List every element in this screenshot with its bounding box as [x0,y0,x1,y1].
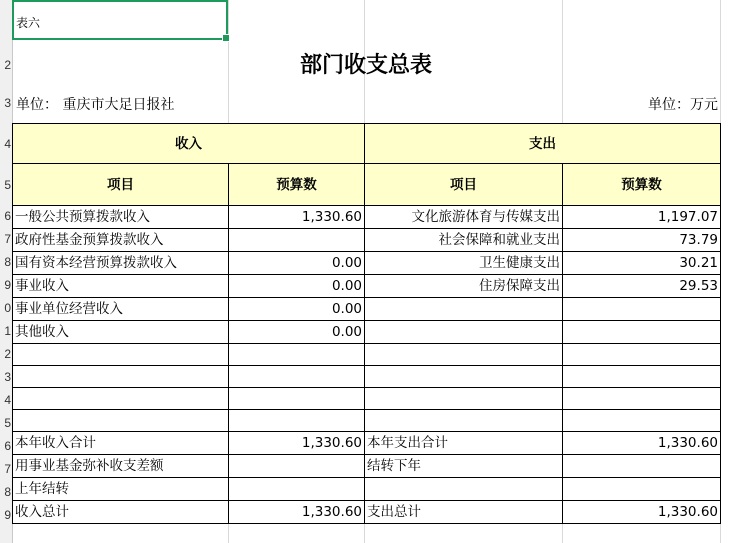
row-number[interactable]: 3 [4,370,11,384]
table-row [13,388,721,410]
expense-item-cell[interactable]: 卫生健康支出 [365,252,563,275]
income-item-cell[interactable]: 上年结转 [13,478,229,501]
table-row [13,206,721,229]
expense-amount-cell[interactable]: 1,330.60 [563,501,721,524]
expense-item-cell[interactable] [365,366,563,388]
income-amount-cell[interactable] [229,388,365,410]
table-row [13,432,721,455]
income-item-cell[interactable]: 其他收入 [13,321,229,344]
expense-item-header[interactable]: 项目 [365,164,563,206]
income-item-cell[interactable] [13,388,229,410]
row-number[interactable]: 8 [4,485,11,499]
income-item-cell[interactable]: 用事业基金弥补收支差额 [13,455,229,478]
table-row [13,410,721,432]
income-amount-cell[interactable] [229,478,365,501]
row-number[interactable]: 7 [4,232,11,246]
unit-label-currency: 单位：万元 [648,97,718,113]
expense-item-cell[interactable]: 本年支出合计 [365,432,563,455]
expense-amount-cell[interactable]: 73.79 [563,229,721,252]
expense-item-cell[interactable]: 住房保障支出 [365,275,563,298]
table-row [13,229,721,252]
report-title: 部门收支总表 [299,52,432,78]
row-number[interactable]: 9 [4,508,11,522]
expense-budget-header[interactable]: 预算数 [563,164,721,206]
row-number[interactable]: 7 [4,462,11,476]
row-number[interactable]: 3 [4,96,11,110]
income-item-cell[interactable]: 一般公共预算拨款收入 [13,206,229,229]
expense-item-cell[interactable]: 社会保障和就业支出 [365,229,563,252]
budget-summary-table [12,123,721,524]
fill-handle[interactable] [222,34,230,42]
expense-item-cell[interactable] [365,478,563,501]
expense-amount-cell[interactable] [563,478,721,501]
income-item-cell[interactable] [13,410,229,432]
income-amount-cell[interactable]: 0.00 [229,321,365,344]
row-number[interactable]: 8 [4,255,11,269]
expense-item-cell[interactable] [365,344,563,366]
income-header[interactable]: 收入 [13,124,365,164]
row-number[interactable]: 6 [4,439,11,453]
income-item-cell[interactable]: 事业单位经营收入 [13,298,229,321]
selected-cell-a1[interactable] [12,0,228,40]
row-number[interactable]: 1 [4,324,11,338]
expense-item-cell[interactable] [365,298,563,321]
income-amount-cell[interactable]: 1,330.60 [229,206,365,229]
income-amount-cell[interactable] [229,455,365,478]
expense-item-cell[interactable]: 文化旅游体育与传媒支出 [365,206,563,229]
expense-header[interactable]: 支出 [365,124,721,164]
unit-label-org: 单位： 重庆市大足日报社 [16,97,175,113]
table-row [13,344,721,366]
table-row [13,275,721,298]
expense-amount-cell[interactable] [563,455,721,478]
expense-amount-cell[interactable]: 29.53 [563,275,721,298]
expense-amount-cell[interactable] [563,366,721,388]
table-row [13,455,721,478]
expense-amount-cell[interactable]: 1,330.60 [563,432,721,455]
income-item-header[interactable]: 项目 [13,164,229,206]
table-row [13,366,721,388]
income-budget-header[interactable]: 预算数 [229,164,365,206]
income-amount-cell[interactable]: 1,330.60 [229,501,365,524]
expense-item-cell[interactable]: 支出总计 [365,501,563,524]
income-amount-cell[interactable] [229,410,365,432]
row-number[interactable]: 5 [4,416,11,430]
expense-item-cell[interactable]: 结转下年 [365,455,563,478]
row-number[interactable]: 0 [4,301,11,315]
row-number[interactable]: 6 [4,209,11,223]
row-number[interactable]: 4 [4,137,11,151]
expense-amount-cell[interactable] [563,298,721,321]
income-item-cell[interactable]: 事业收入 [13,275,229,298]
table-row [13,252,721,275]
expense-amount-cell[interactable]: 1,197.07 [563,206,721,229]
table-row [13,478,721,501]
income-amount-cell[interactable] [229,229,365,252]
income-item-cell[interactable]: 收入总计 [13,501,229,524]
income-amount-cell[interactable]: 0.00 [229,252,365,275]
cell-text: 表六 [16,16,41,30]
row-number[interactable]: 2 [4,347,11,361]
income-amount-cell[interactable]: 0.00 [229,298,365,321]
row-number[interactable]: 9 [4,278,11,292]
row-number[interactable]: 5 [4,178,11,192]
expense-amount-cell[interactable]: 30.21 [563,252,721,275]
expense-item-cell[interactable] [365,321,563,344]
row-number[interactable]: 4 [4,393,11,407]
table-row [13,501,721,524]
income-item-cell[interactable]: 政府性基金预算拨款收入 [13,229,229,252]
table-row [13,298,721,321]
income-item-cell[interactable] [13,366,229,388]
income-amount-cell[interactable] [229,344,365,366]
expense-amount-cell[interactable] [563,344,721,366]
expense-amount-cell[interactable] [563,321,721,344]
income-amount-cell[interactable]: 0.00 [229,275,365,298]
row-number[interactable]: 2 [4,58,11,72]
income-amount-cell[interactable] [229,366,365,388]
expense-amount-cell[interactable] [563,410,721,432]
expense-item-cell[interactable] [365,388,563,410]
expense-item-cell[interactable] [365,410,563,432]
table-row [13,321,721,344]
income-amount-cell[interactable]: 1,330.60 [229,432,365,455]
income-item-cell[interactable] [13,344,229,366]
expense-amount-cell[interactable] [563,388,721,410]
income-item-cell[interactable]: 国有资本经营预算拨款收入 [13,252,229,275]
income-item-cell[interactable]: 本年收入合计 [13,432,229,455]
